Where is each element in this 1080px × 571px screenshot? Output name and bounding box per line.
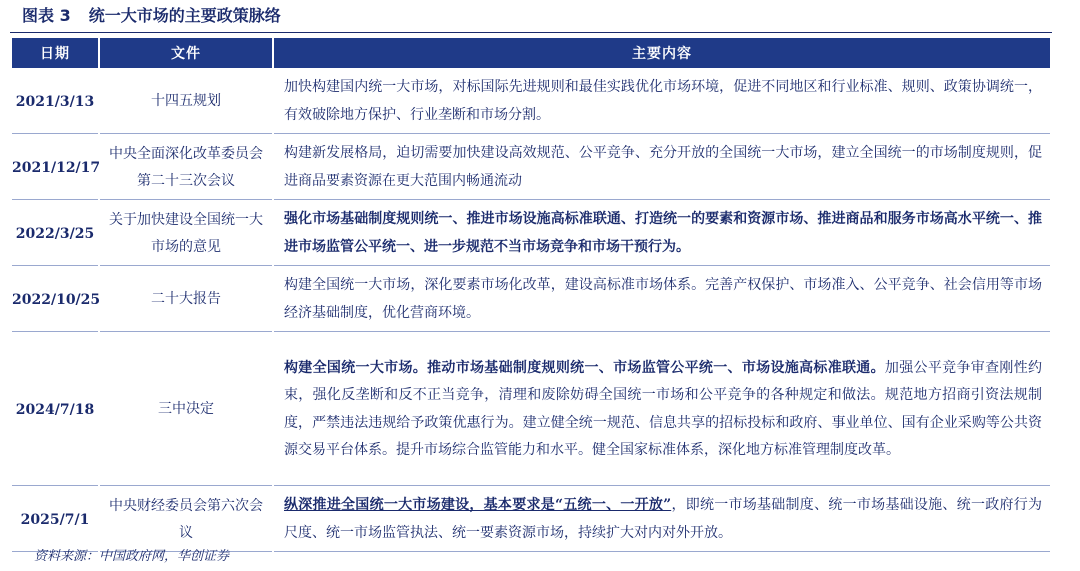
row-content-text: 加强公平竞争审查刚性约束，强化反垄断和反不正当竞争，清理和废除妨碍全国统一市场和公平竞争的各种规定和做法。规范地方招商引资法规制度，严禁违法违规给予政策优惠行为。建立健全统一规范、信息共享的招标投标和政府、事业单位、国有企业采购等公共资源交易平台体系。提升市场综合监管能力和水平。健全国家标准体系，深化地方标准管理制度改革。	[284, 359, 1042, 458]
figure-label: 图表 3	[22, 6, 71, 25]
figure-title	[22, 4, 281, 28]
row-content-text: 构建新发展格局，迫切需要加快建设高效规范、公平竞争、充分开放的全国统一大市场，建立全国统一的市场制度规则，促进商品要素资源在更大范围内畅通流动	[284, 145, 1042, 189]
row-content-bold: 强化市场基础制度规则统一、推进市场设施高标准联通、打造统一的要素和资源市场、推进商品和服务市场高水平统一、推进市场监管公平统一、进一步规范不当市场竞争和市场干预行为。	[284, 211, 1042, 255]
table-row	[12, 334, 1050, 486]
row-content-bold: 构建全国统一大市场。推动市场基础制度规则统一、市场监管公平统一、市场设施高标准联通。	[284, 359, 885, 376]
row-date: 2022/3/25	[12, 202, 98, 266]
row-date: 2022/10/25	[12, 268, 98, 332]
table-row	[12, 70, 1050, 134]
row-date: 2024/7/18	[12, 334, 98, 486]
row-date: 2025/7/1	[12, 488, 98, 552]
policy-table	[10, 36, 1052, 554]
table-header-row	[12, 38, 1050, 68]
header-content: 主要内容	[274, 38, 1050, 68]
header-document: 文件	[100, 38, 272, 68]
row-document: 关于加快建设全国统一大市场的意见	[100, 202, 272, 266]
row-date: 2021/3/13	[12, 70, 98, 134]
table-row	[12, 202, 1050, 266]
row-content	[274, 268, 1050, 332]
row-content	[274, 136, 1050, 200]
row-document: 中央财经委员会第六次会议	[100, 488, 272, 552]
row-content	[274, 334, 1050, 486]
source-note: 资料来源：中国政府网，华创证券	[34, 549, 230, 564]
row-content-text: 加快构建国内统一大市场，对标国际先进规则和最佳实践优化市场环境，促进不同地区和行业标准、规则、政策协调统一，有效破除地方保护、行业垄断和市场分割。	[284, 79, 1042, 123]
row-document: 三中决定	[100, 334, 272, 486]
row-document: 十四五规划	[100, 70, 272, 134]
row-document: 中央全面深化改革委员会第二十三次会议	[100, 136, 272, 200]
title-rule	[10, 32, 1052, 33]
row-content	[274, 202, 1050, 266]
row-content	[274, 488, 1050, 552]
row-content-text: 构建全国统一大市场，深化要素市场化改革，建设高标准市场体系。完善产权保护、市场准入、公平竞争、社会信用等市场经济基础制度，优化营商环境。	[284, 277, 1042, 321]
header-date: 日期	[12, 38, 98, 68]
figure-caption: 统一大市场的主要政策脉络	[88, 6, 281, 25]
row-date: 2021/12/17	[12, 136, 98, 200]
row-content	[274, 70, 1050, 134]
table-row	[12, 488, 1050, 552]
table-row	[12, 268, 1050, 332]
row-content-bold: 纵深推进全国统一大市场建设，基本要求是“五统一、一开放”	[284, 497, 672, 513]
row-document: 二十大报告	[100, 268, 272, 332]
table-row	[12, 136, 1050, 200]
row-content-text: ，即统一市场基础制度、统一市场基础设施、统一政府行为尺度、统一市场监管执法、统一要素资源市场，持续扩大对内对外开放。	[284, 497, 1043, 541]
